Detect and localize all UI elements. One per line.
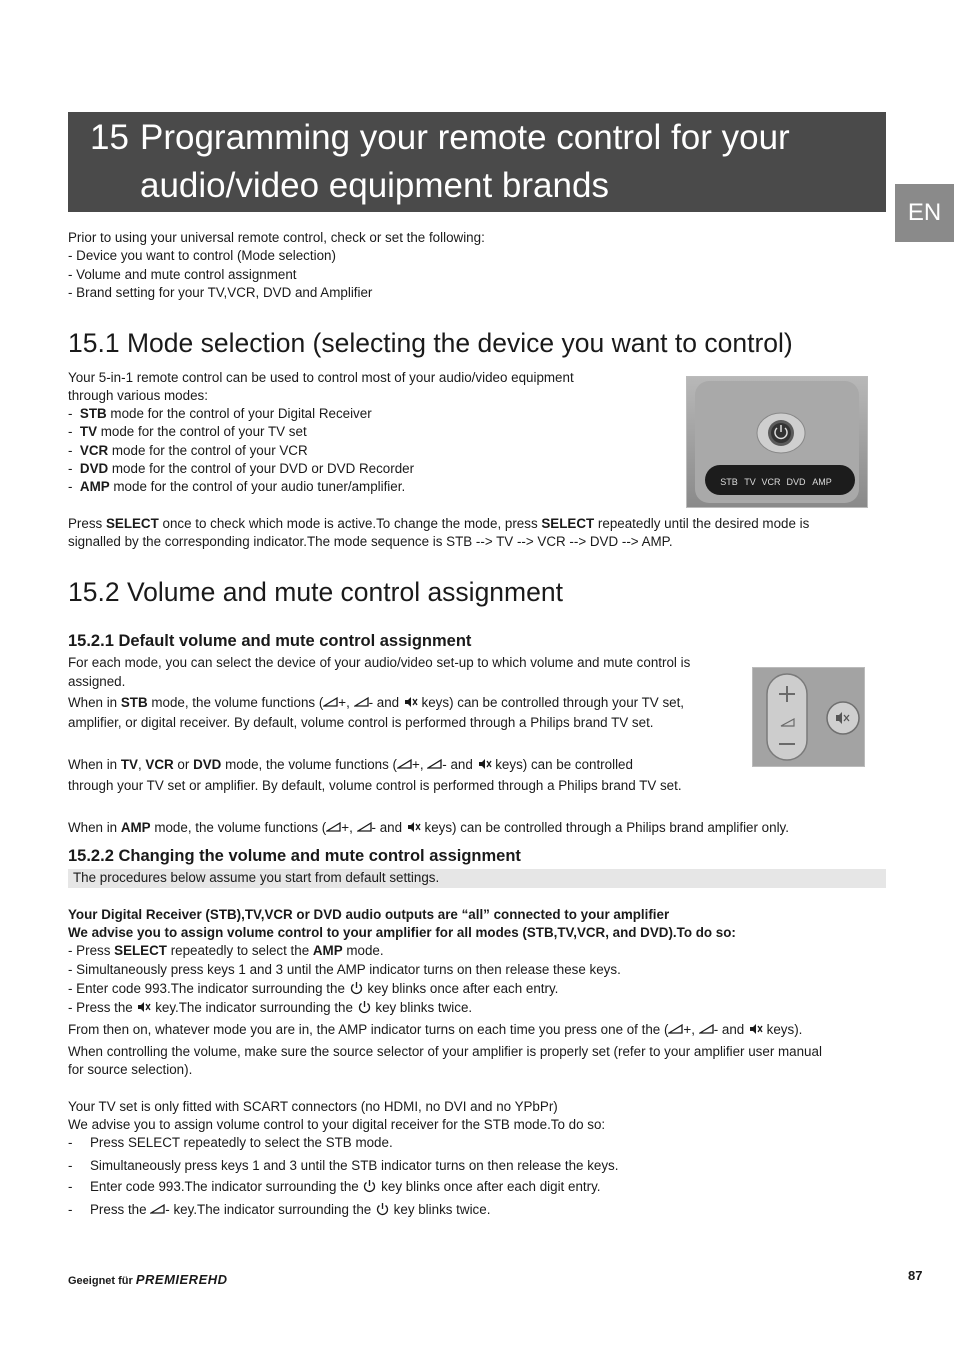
step: Simultaneously press keys 1 and 3 until the STB indicator turns on then release the keys.: [90, 1158, 619, 1173]
remote-mode-keys-photo: [686, 376, 868, 508]
page-number: 87: [908, 1268, 923, 1283]
mute-icon: [406, 821, 421, 833]
chapter-title-line1: Programming your remote control for your: [140, 118, 790, 157]
paragraph: through various modes:: [68, 388, 208, 403]
step: Press SELECT repeatedly to select the STB mode.: [90, 1135, 393, 1150]
paragraph: From then on, whatever mode you are in, the AMP indicator turns on each time you press one of the ( +, - and keys).: [68, 1022, 803, 1037]
power-icon: [375, 1202, 390, 1216]
chapter-title-line2: audio/video equipment brands: [140, 166, 609, 205]
language-tab: EN: [895, 184, 954, 242]
paragraph: We advise you to assign volume control to your digital receiver for the STB mode.To do so:: [68, 1117, 606, 1132]
intro-item: - Volume and mute control assignment: [68, 267, 297, 282]
mute-icon: [748, 1023, 763, 1035]
paragraph: for source selection).: [68, 1062, 193, 1077]
intro-item: - Brand setting for your TV,VCR, DVD and Amplifier: [68, 285, 373, 300]
step: - Press SELECT repeatedly to select the AMP mode.: [68, 943, 384, 958]
mode-label-vcr: VCR: [761, 477, 781, 487]
mode-item: - AMP mode for the control of your audio tuner/amplifier.: [68, 479, 406, 494]
paragraph: assigned.: [68, 674, 126, 689]
paragraph: When controlling the volume, make sure the source selector of your amplifier is properly set (refer to your amplifier user manual: [68, 1044, 822, 1059]
mode-label-stb: STB: [720, 477, 738, 487]
power-icon: [357, 1000, 372, 1014]
step-dash: -: [68, 1158, 73, 1173]
subsection-heading-15-2-2: 15.2.2 Changing the volume and mute control assignment: [68, 847, 521, 865]
section-heading-15-2: 15.2 Volume and mute control assignment: [68, 577, 563, 607]
mode-item: - TV mode for the control of your TV set: [68, 424, 307, 439]
tv-vcr-dvd-volume-paragraph: When in TV, VCR or DVD mode, the volume functions ( +, - and keys) can be controlled: [68, 757, 633, 772]
power-icon: [362, 1179, 377, 1193]
paragraph: Your TV set is only fitted with SCART connectors (no HDMI, no DVI and no YPbPr): [68, 1099, 558, 1114]
mode-label-tv: TV: [744, 477, 756, 487]
subsection-heading-15-2-1: 15.2.1 Default volume and mute control assignment: [68, 632, 472, 650]
footer-brand: Geeignet für PREMIEREHD: [68, 1272, 228, 1287]
volume-icon: [427, 758, 442, 770]
step-dash: -: [68, 1135, 73, 1150]
mode-label-amp: AMP: [812, 477, 832, 487]
volume-icon: [357, 821, 372, 833]
volume-icon: [699, 1023, 714, 1035]
amp-volume-paragraph: When in AMP mode, the volume functions ( +, - and keys) can be controlled through a Philips brand amplifier only.: [68, 820, 789, 835]
mode-item: - DVD mode for the control of your DVD or DVD Recorder: [68, 461, 415, 476]
remote-volume-keys-photo: [752, 667, 865, 767]
section-heading-15-1: 15.1 Mode selection (selecting the device you want to control): [68, 328, 793, 358]
step-dash: -: [68, 1202, 73, 1217]
mode-item: - STB mode for the control of your Digital Receiver: [68, 406, 372, 421]
power-icon: [349, 981, 364, 995]
step: - Press the key.The indicator surrounding the key blinks twice.: [68, 1000, 473, 1015]
select-paragraph-line2: signalled by the corresponding indicator.The mode sequence is STB --> TV --> VCR --> DVD --> AMP.: [68, 534, 673, 549]
bold-heading: We advise you to assign volume control to your amplifier for all modes (STB,TV,VCR, and DVD).To do so:: [68, 925, 736, 940]
step: - Simultaneously press keys 1 and 3 until the AMP indicator turns on then release these keys.: [68, 962, 621, 977]
volume-icon: [150, 1203, 165, 1215]
step: Enter code 993.The indicator surrounding the key blinks once after each digit entry.: [90, 1179, 601, 1194]
paragraph: For each mode, you can select the device of your audio/video set-up to which volume and mute control is: [68, 655, 691, 670]
intro-text: Prior to using your universal remote control, check or set the following:: [68, 230, 485, 245]
bold-heading: Your Digital Receiver (STB),TV,VCR or DVD audio outputs are “all” connected to your amplifier: [68, 907, 670, 922]
mode-item: - VCR mode for the control of your VCR: [68, 443, 308, 458]
paragraph: amplifier, or digital receiver. By default, volume control is performed through a Philips brand TV set.: [68, 715, 654, 730]
volume-icon: [323, 696, 338, 708]
intro-item: - Device you want to control (Mode selection): [68, 248, 336, 263]
note-text: The procedures below assume you start from default settings.: [73, 870, 440, 885]
mute-icon: [136, 1001, 151, 1013]
mode-label-dvd: DVD: [786, 477, 806, 487]
volume-icon: [668, 1023, 683, 1035]
chapter-header: [68, 112, 886, 212]
paragraph: through your TV set or amplifier. By default, volume control is performed through a Philips brand TV set.: [68, 778, 682, 793]
volume-icon: [354, 696, 369, 708]
chapter-number: 15: [90, 118, 129, 157]
step: - Enter code 993.The indicator surrounding the key blinks once after each entry.: [68, 981, 559, 996]
volume-icon: [326, 821, 341, 833]
mute-icon: [403, 696, 418, 708]
paragraph: Your 5-in-1 remote control can be used to control most of your audio/video equipment: [68, 370, 574, 385]
volume-icon: [397, 758, 412, 770]
premiere-hd-logo: PREMIEREHD: [135, 1272, 228, 1287]
stb-volume-paragraph: When in STB mode, the volume functions ( +, - and keys) can be controlled through your TV set,: [68, 695, 685, 710]
step-dash: -: [68, 1179, 73, 1194]
select-paragraph: Press SELECT once to check which mode is active.To change the mode, press SELECT repeatedly until the desired mode is: [68, 516, 810, 531]
mute-icon: [477, 758, 492, 770]
step: Press the - key.The indicator surrounding the key blinks twice.: [90, 1202, 491, 1217]
